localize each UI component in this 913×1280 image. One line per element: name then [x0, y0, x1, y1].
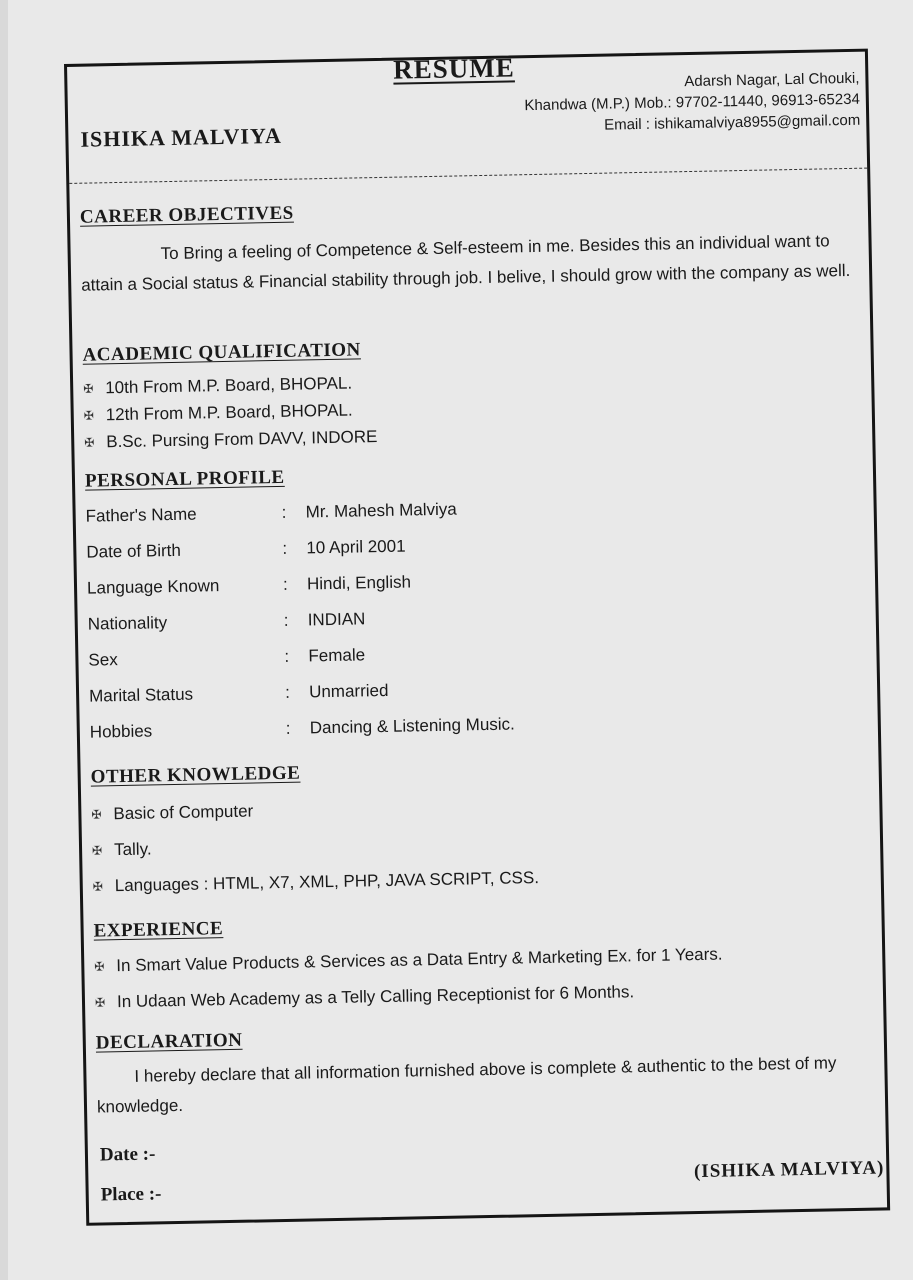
cross-bullet-icon: ✠ — [84, 434, 95, 450]
academic-list — [83, 369, 378, 456]
profile-row: Date of Birth : 10 April 2001 — [86, 536, 406, 562]
candidate-name: ISHIKA MALVIYA — [80, 122, 282, 152]
career-heading: CAREER OBJECTIVES — [79, 202, 294, 228]
cross-bullet-icon: ✠ — [91, 843, 103, 858]
cross-bullet-icon: ✠ — [94, 959, 105, 974]
signature-name: (ISHIKA MALVIYA) — [693, 1157, 885, 1183]
resume-sheet — [64, 49, 890, 1226]
list-item: ✠ Languages : HTML, X7, XML, PHP, JAVA SCRIPT, CSS. — [92, 868, 540, 896]
profile-row: Sex : Female — [88, 645, 366, 670]
cross-bullet-icon: ✠ — [92, 879, 103, 894]
experience-heading: EXPERIENCE — [93, 918, 224, 942]
profile-row: Father's Name : Mr. Mahesh Malviya — [85, 499, 457, 526]
profile-row: Hobbies : Dancing & Listening Music. — [89, 714, 515, 742]
email-line: Email : ishikamalviya8955@gmail.com — [603, 111, 861, 134]
personal-profile-table — [85, 491, 515, 751]
list-item: ✠ 10th From M.P. Board, BHOPAL. — [83, 373, 353, 397]
profile-row: Marital Status : Unmarried — [88, 680, 389, 706]
list-item: ✠ Tally. — [91, 839, 152, 860]
list-item: ✠ B.Sc. Pursing From DAVV, INDORE — [84, 426, 378, 451]
knowledge-list — [91, 788, 539, 905]
academic-heading: ACADEMIC QUALIFICATION — [82, 339, 361, 366]
cross-bullet-icon: ✠ — [83, 407, 94, 423]
list-item: ✠ In Udaan Web Academy as a Telly Calling Receptionist for 6 Months. — [94, 982, 635, 1012]
profile-row: Nationality : INDIAN — [87, 609, 366, 634]
address-line: Adarsh Nagar, Lal Chouki, — [684, 69, 860, 91]
knowledge-heading: OTHER KNOWLEDGE — [90, 762, 301, 788]
declaration-heading: DECLARATION — [95, 1029, 243, 1054]
list-item: ✠ In Smart Value Products & Services as a Data Entry & Marketing Ex. for 1 Years. — [94, 944, 723, 976]
resume-title: RESUME — [392, 52, 515, 85]
cross-bullet-icon: ✠ — [83, 380, 94, 396]
contact-block — [524, 68, 861, 137]
career-text: To Bring a feeling of Competence & Self-esteem in me. Besides this an individual want to attain a Social status & Financial stability through job. I belive, I should grow with the company as well. — [81, 231, 851, 295]
header-divider — [69, 168, 867, 184]
address-phone-line: Khandwa (M.P.) Mob.: 97702-11440, 96913-65234 — [524, 90, 860, 115]
cross-bullet-icon: ✠ — [91, 807, 102, 822]
date-label: Date :- — [99, 1143, 156, 1166]
personal-heading: PERSONAL PROFILE — [84, 466, 285, 492]
profile-row: Language Known : Hindi, English — [86, 572, 412, 598]
cross-bullet-icon: ✠ — [94, 995, 106, 1010]
experience-list — [94, 937, 724, 1021]
declaration-text: I hereby declare that all information furnished above is complete & authentic to the best of my knowledge. — [96, 1053, 837, 1117]
place-label: Place :- — [100, 1183, 162, 1206]
paper — [8, 0, 913, 1280]
list-item: ✠ Basic of Computer — [91, 801, 254, 824]
list-item: ✠ 12th From M.P. Board, BHOPAL. — [83, 400, 353, 424]
